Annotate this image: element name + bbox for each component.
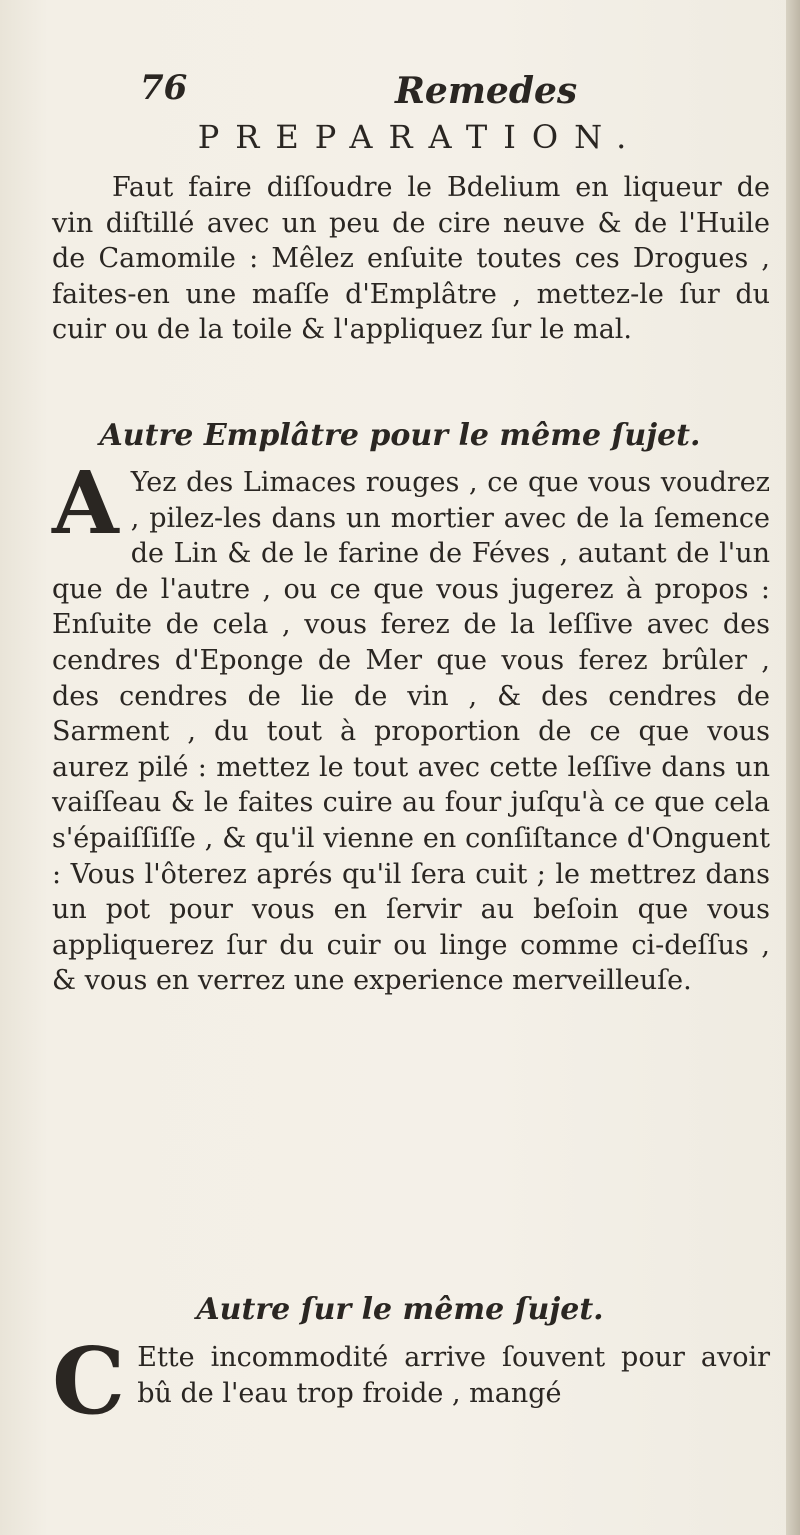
drop-cap-a: A [52, 453, 119, 554]
paragraph-autre-sujet [52, 1327, 770, 1435]
paragraph-preparation: Faut faire diſſoudre le Bdelium en liqueur de vin diſtillé avec un peu de cire neuve & de l'Huile de Camomile : Mêlez enſuite toutes ces Drogues , faites-en une maſſe d'Emplâtre , mettez-le ſur du cuir ou de la toile & l'appliquez ſur le mal. [52, 172, 770, 346]
paragraph-autre-emplatre [52, 453, 770, 999]
page-number: 76 [140, 68, 188, 108]
drop-cap-c: C [52, 1327, 126, 1435]
paragraph-autre-sujet-text: Ette incommodité arrive ſouvent pour avoir bû de l'eau trop froide , mangé [137, 1342, 770, 1409]
section-heading-preparation: PREPARATION. [197, 118, 643, 156]
section-heading-autre-emplatre: Autre Emplâtre pour le même ſujet. [99, 418, 701, 453]
paragraph-autre-emplatre-text: Yez des Limaces rouges , ce que vous voudrez , pilez-les dans un mortier avec de la ſemence de Lin & de le farine de Féves , autant de l'un que de l'autre , ou ce que vous jugerez à propos : Enſuite de cela , vous ferez de la leſſive avec des cendres d'Eponge de Mer que vous ferez brûler , des cendres de lie de vin , & des cendres de Sarment , du tout à proportion de ce que vous aurez pilé : mettez le tout avec cette leſſive dans un vaiſſeau & le faites cuire au four juſqu'à ce que cela s'épaiſſiſſe , & qu'il vienne en conſiſtance d'Onguent : Vous l'ôterez aprés qu'il ſera cuit ; le mettrez dans un pot pour vous en ſervir au beſoin que vous appliquerez ſur du cuir ou linge comme ci-deſſus , & vous en verrez une experience merveilleuſe. [52, 467, 770, 997]
running-title: Remedes [395, 70, 578, 112]
section-heading-autre-sujet: Autre ſur le même ſujet. [196, 1292, 604, 1327]
page-header [140, 68, 740, 118]
